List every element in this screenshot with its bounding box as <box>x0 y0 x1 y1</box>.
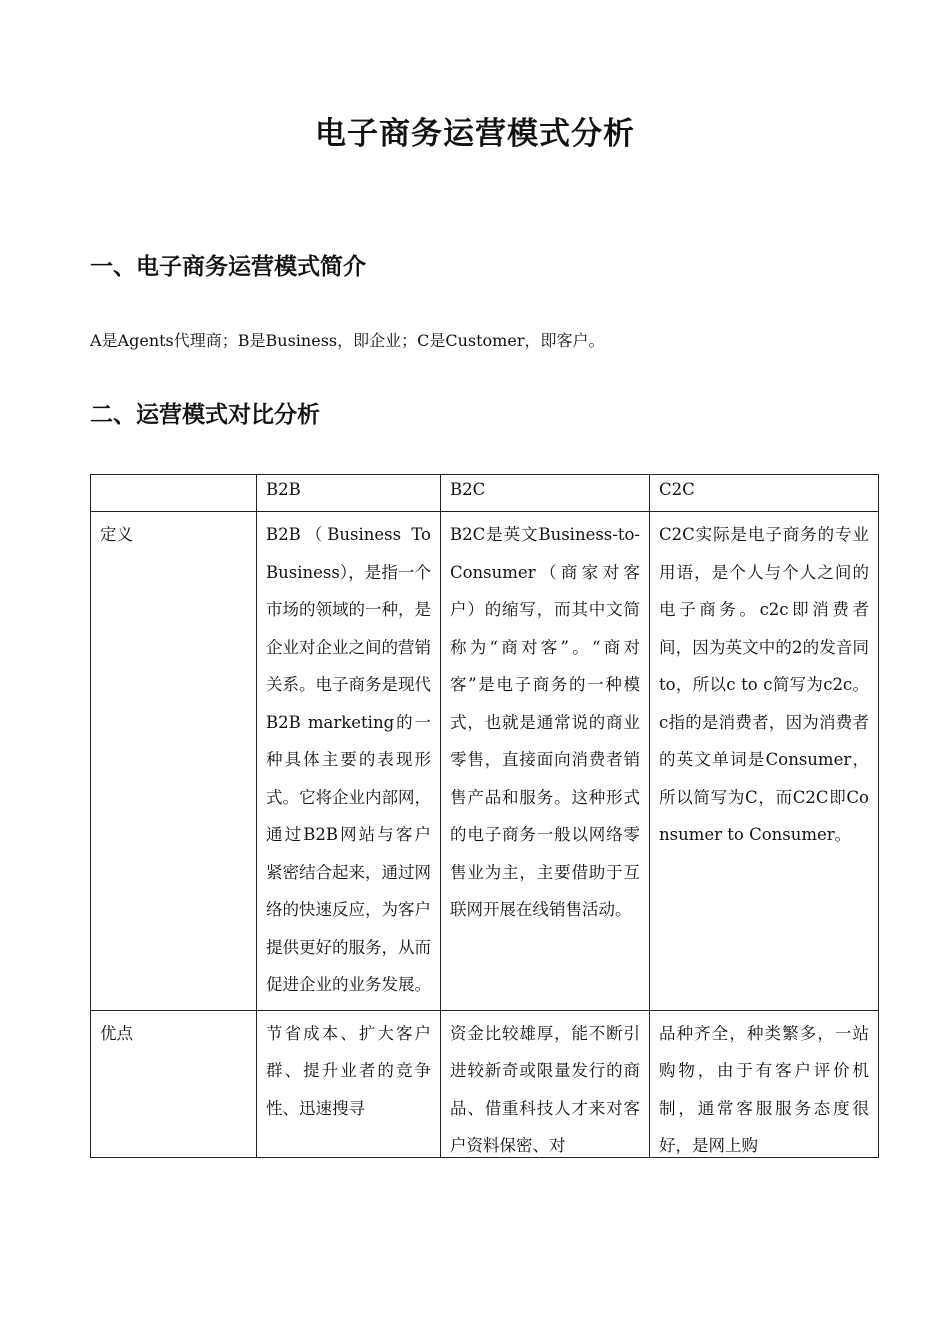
cell-advantages-b2c <box>441 1010 650 1157</box>
cell-definition-b2b: B2B（Business To Business），是指一个市场的领域的一种，是企业对企业之间的营销关系。电子商务是现代B2B marketing的一种具体主要的表现形式。它将企业内部网，通过B2B网站与客户紧密结合起来，通过网络的快速反应，为客户提供更好的服务，从而促进企业的业务发展。 <box>257 512 441 1011</box>
intro-paragraph: A是Agents代理商；B是Business，即企业；C是Customer，即客户。 <box>90 331 605 350</box>
cell-definition-b2c: B2C是英文Business-to-Consumer（商家对客户）的缩写，而其中文简称为“商对客”。“商对客”是电子商务的一种模式，也就是通常说的商业零售，直接面向消费者销售产品和服务。这种形式的电子商务一般以网络零售业为主，主要借助于互联网开展在线销售活动。 <box>441 512 650 1011</box>
cell-advantages-c2c <box>650 1010 879 1157</box>
row-label-advantages <box>91 1010 257 1157</box>
row-label-definition: 定义 <box>91 512 257 1011</box>
header-cell-empty <box>91 475 257 512</box>
cell-definition-c2c: C2C实际是电子商务的专业用语，是个人与个人之间的电子商务。c2c即消费者间，因为英文中的2的发音同to，所以c to c简写为c2c。c指的是消费者，因为消费者的英文单词是Consumer，所以简写为C，而C2C即Consumer to Consumer。 <box>650 512 879 1011</box>
comparison-table <box>90 474 879 1158</box>
cell-advantages-b2c-text: 资金比较雄厚，能不断引进较新奇或限量发行的商品、借重科技人才来对客户资料保密、对 <box>450 1023 640 1155</box>
header-cell-c2c: C2C <box>650 475 879 512</box>
table-row-advantages <box>91 1010 879 1157</box>
cell-advantages-b2b <box>257 1010 441 1157</box>
page-title: 电子商务运营模式分析 <box>315 116 635 152</box>
cell-advantages-b2b-text: 节省成本、扩大客户群、提升业者的竞争性、迅速搜寻 <box>266 1023 431 1118</box>
header-cell-b2c: B2C <box>441 475 650 512</box>
section-heading-intro: 一、电子商务运营模式简介 <box>90 254 366 280</box>
cell-advantages-c2c-text: 品种齐全，种类繁多，一站购物，由于有客户评价机制，通常客服服务态度很好，是网上购 <box>659 1023 869 1155</box>
table-header-row <box>91 475 879 512</box>
header-cell-b2b: B2B <box>257 475 441 512</box>
section-heading-comparison: 二、运营模式对比分析 <box>90 402 320 428</box>
table-row-definition <box>91 512 879 1011</box>
row-label-advantages-text: 优点 <box>100 1023 133 1043</box>
